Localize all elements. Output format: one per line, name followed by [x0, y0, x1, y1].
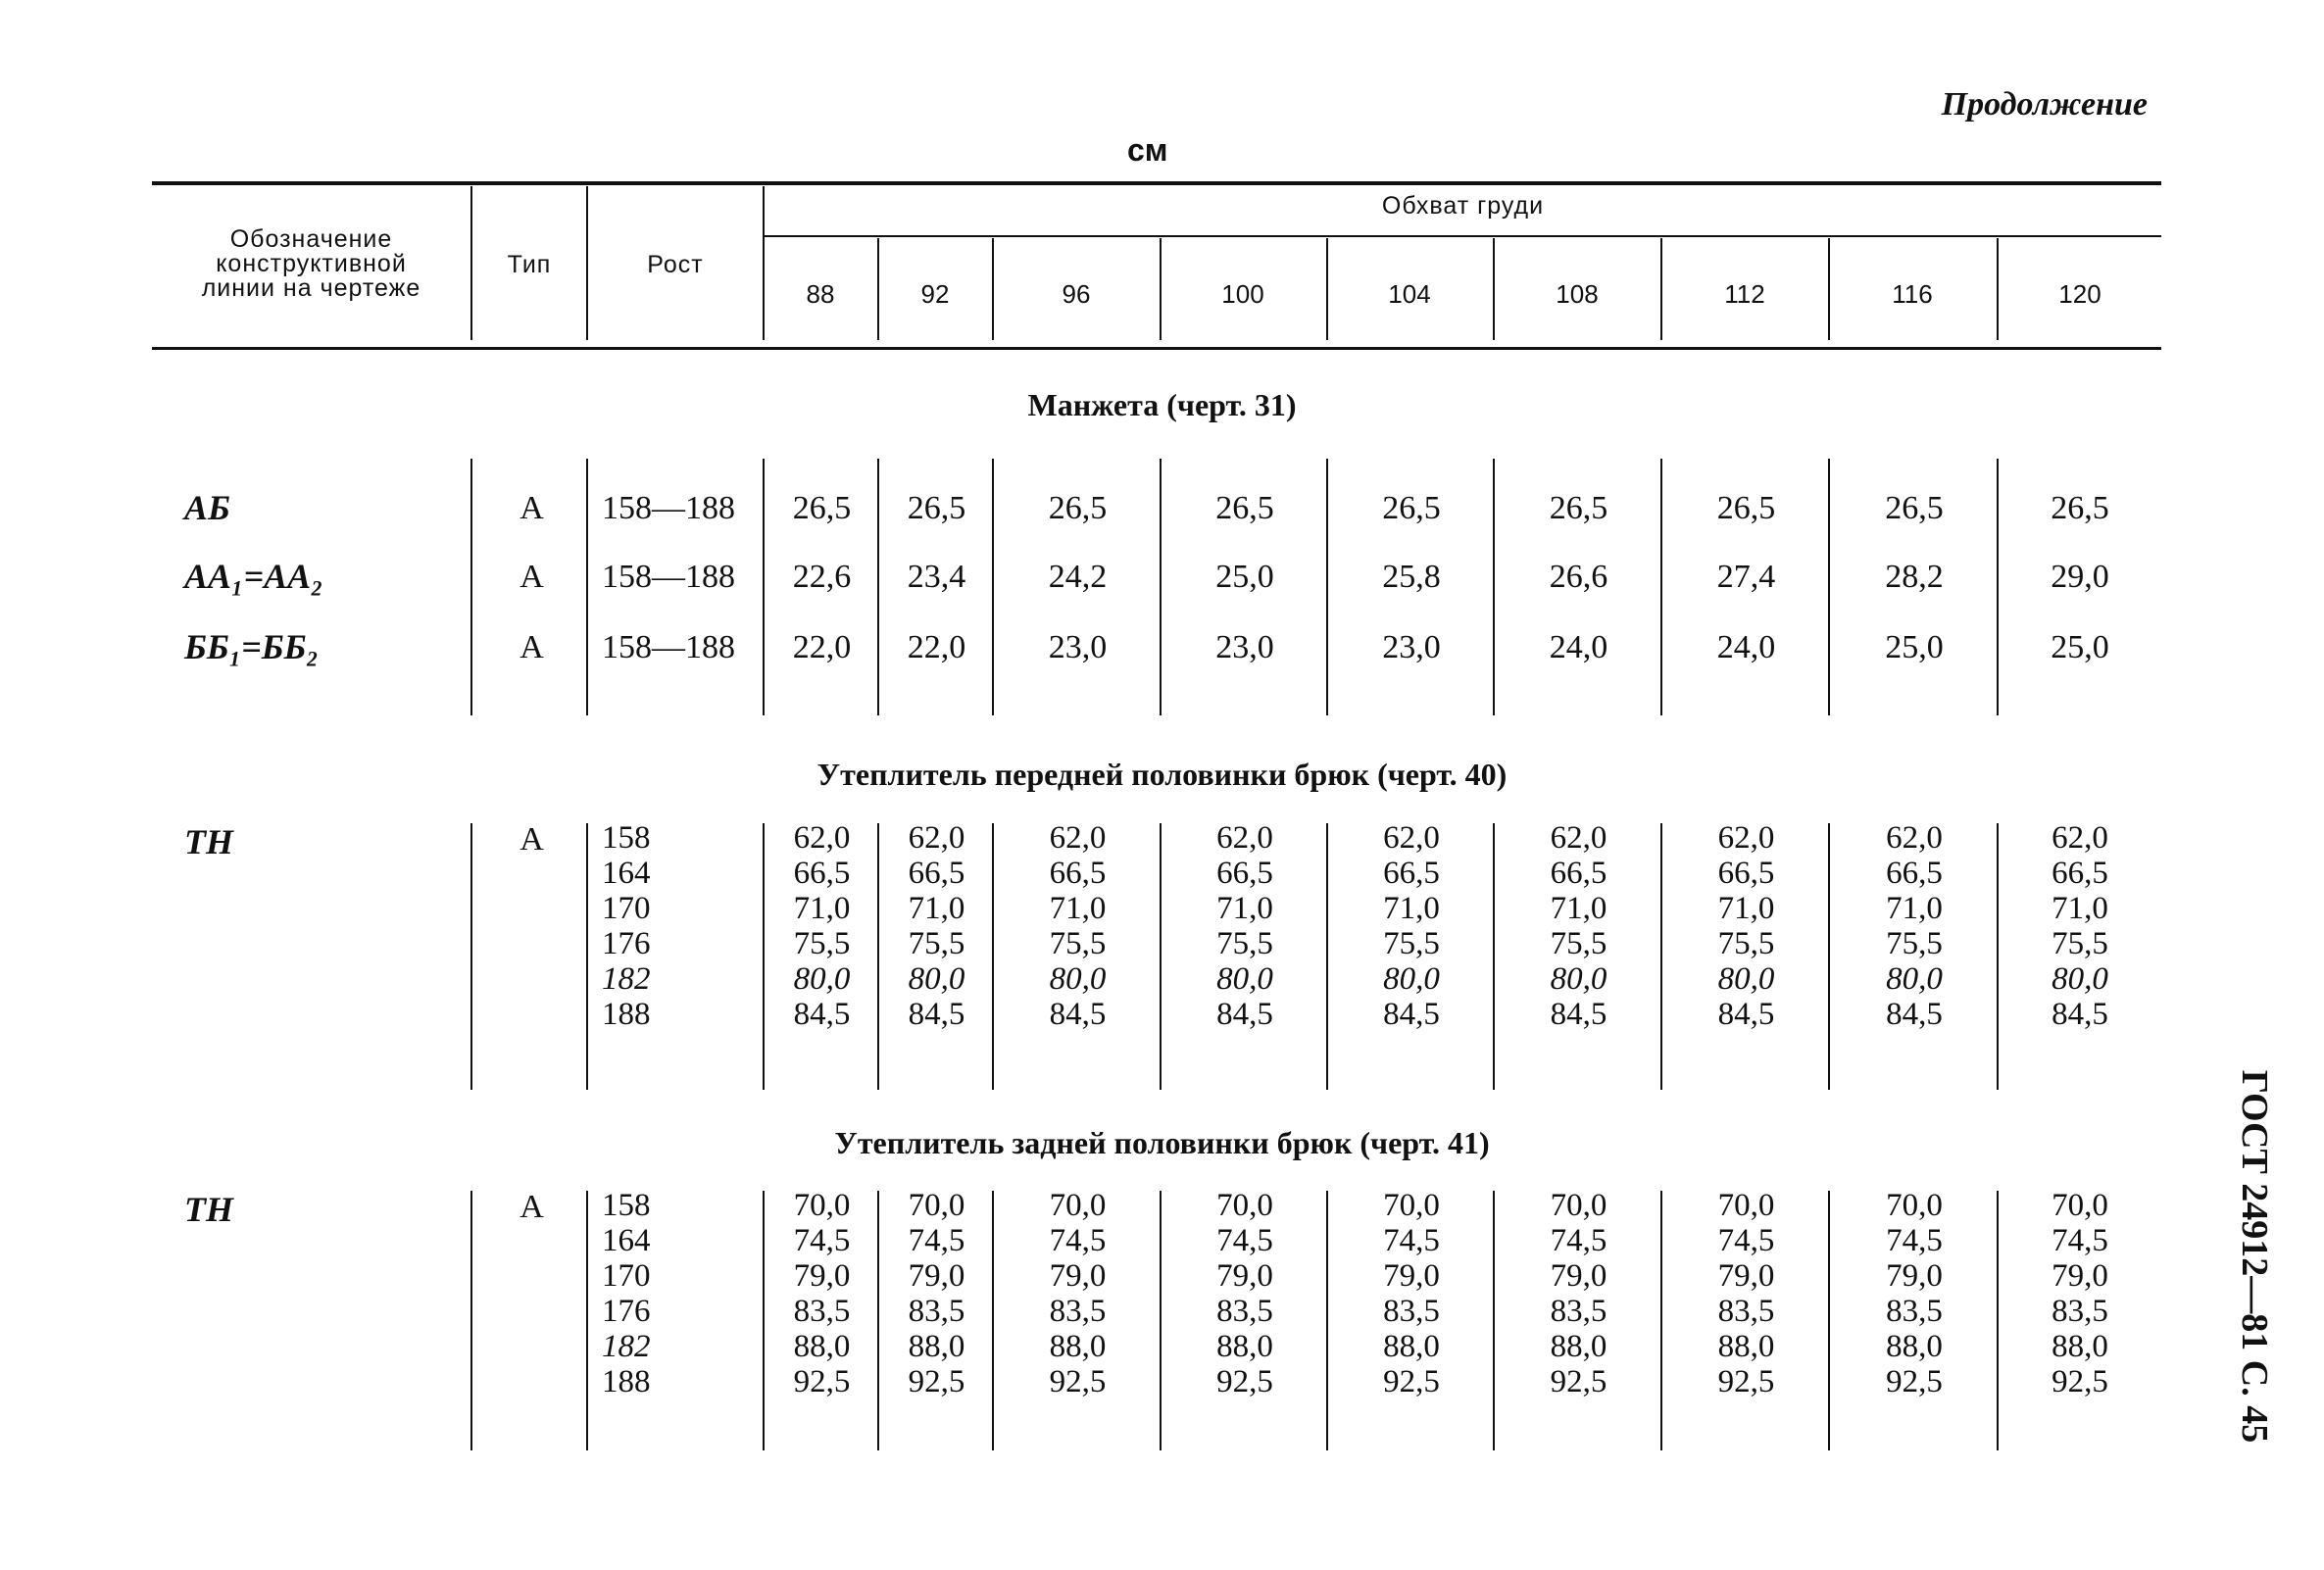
table-cell: 84,5 [1216, 997, 1273, 1032]
table-cell: 71,0 [1550, 891, 1607, 926]
table-cell: 75,5 [1383, 926, 1440, 961]
table-cell: 74,5 [1216, 1223, 1273, 1258]
table-cell: 62,0 [1550, 820, 1607, 856]
table-cell: 66,5 [2052, 856, 2108, 891]
table-cell: 25,0 [1885, 629, 1944, 665]
girth-100: 100 [1221, 279, 1264, 309]
table-cell: 70,0 [908, 1188, 965, 1223]
table-cell: 26,5 [1716, 490, 1776, 526]
row-type: А [519, 490, 544, 526]
table-cell: 66,5 [1049, 856, 1107, 891]
table-cell: 75,5 [793, 926, 851, 961]
table-cell: 66,5 [1383, 856, 1440, 891]
table-cell: 88,0 [793, 1329, 851, 1364]
table-cell: 79,0 [1216, 1258, 1273, 1294]
table-cell: 62,0 [793, 820, 851, 856]
row-height: 158—188 [602, 629, 735, 665]
table-cell: 22,0 [792, 629, 852, 665]
table-cell: 62,0 [1717, 820, 1775, 856]
table-cell: 88,0 [1216, 1329, 1273, 1364]
row-type: А [519, 629, 544, 665]
table-cell: 84,5 [793, 997, 851, 1032]
table-cell: 79,0 [2052, 1258, 2108, 1294]
table-cell: 80,0 [1886, 961, 1943, 997]
table-cell: 88,0 [1383, 1329, 1440, 1364]
table-cell: 62,0 [1383, 820, 1440, 856]
table-cell: 83,5 [1550, 1294, 1607, 1329]
table-cell: 88,0 [908, 1329, 965, 1364]
table-cell: 80,0 [1550, 961, 1607, 997]
row-type: А [519, 821, 544, 858]
table-cell: 71,0 [1049, 891, 1107, 926]
table-cell: 70,0 [1550, 1188, 1607, 1223]
table-cell: 71,0 [2052, 891, 2108, 926]
girth-116: 116 [1892, 279, 1933, 309]
table-cell: 88,0 [1886, 1329, 1943, 1364]
table-cell: 92,5 [1049, 1364, 1107, 1399]
table-cell: 80,0 [1049, 961, 1107, 997]
table-cell: 88,0 [1717, 1329, 1775, 1364]
table-cell: 62,0 [908, 820, 965, 856]
height-value: 176 [602, 926, 651, 961]
row-label: АБ [184, 488, 230, 527]
table-cell: 84,5 [2052, 997, 2108, 1032]
table-cell: 22,6 [792, 559, 852, 595]
table-cell: 92,5 [1383, 1364, 1440, 1399]
table-cell: 80,0 [1383, 961, 1440, 997]
table-cell: 92,5 [1550, 1364, 1607, 1399]
table-cell: 23,0 [1048, 629, 1108, 665]
row-label: АА₁=АА₂ [184, 557, 323, 596]
table-cell: 80,0 [1216, 961, 1273, 997]
unit-label: см [1127, 132, 1168, 168]
table-cell: 26,5 [792, 490, 852, 526]
table-cell: 27,4 [1716, 559, 1776, 595]
table-cell: 70,0 [793, 1188, 851, 1223]
girth-112: 112 [1724, 279, 1765, 309]
table-cell: 84,5 [1383, 997, 1440, 1032]
table-cell: 92,5 [1216, 1364, 1273, 1399]
table-cell: 26,5 [2051, 490, 2109, 526]
table-cell: 71,0 [908, 891, 965, 926]
table-cell: 88,0 [1049, 1329, 1107, 1364]
table-cell: 75,5 [1049, 926, 1107, 961]
table-cell: 29,0 [2051, 559, 2109, 595]
table-cell: 75,5 [908, 926, 965, 961]
gost-marginal-label [2196, 1019, 2313, 1499]
table-cell: 88,0 [1550, 1329, 1607, 1364]
height-value: 170 [602, 1258, 651, 1294]
header-sep [1997, 238, 1999, 340]
table-cell: 84,5 [1886, 997, 1943, 1032]
column-sep [586, 1191, 588, 1450]
column-sep [586, 459, 588, 715]
section-title-back-insulation: Утеплитель задней половинки брюк (черт. 41) [834, 1125, 1490, 1160]
height-value: 164 [602, 856, 651, 891]
height-value: 158 [602, 1188, 651, 1223]
table-cell: 62,0 [1886, 820, 1943, 856]
table-cell: 70,0 [1886, 1188, 1943, 1223]
header-bottom-rule [152, 347, 2161, 350]
table-cell: 80,0 [1717, 961, 1775, 997]
table-cell: 74,5 [908, 1223, 965, 1258]
table-cell: 28,2 [1885, 559, 1944, 595]
table-cell: 75,5 [1550, 926, 1607, 961]
column-sep [470, 459, 472, 715]
column-sep [470, 823, 472, 1090]
table-cell: 79,0 [793, 1258, 851, 1294]
row-label: ББ₁=ББ₂ [184, 627, 320, 666]
table-cell: 79,0 [1550, 1258, 1607, 1294]
table-cell: 62,0 [1216, 820, 1273, 856]
table-cell: 83,5 [908, 1294, 965, 1329]
table-cell: 75,5 [1216, 926, 1273, 961]
table-cell: 74,5 [1717, 1223, 1775, 1258]
table-cell: 23,0 [1215, 629, 1274, 665]
table-cell: 74,5 [1550, 1223, 1607, 1258]
header-sep [1493, 238, 1495, 340]
table-cell: 79,0 [908, 1258, 965, 1294]
header-type: Тип [507, 251, 552, 278]
table-cell: 83,5 [793, 1294, 851, 1329]
header-chest-girth: Обхват груди [1381, 192, 1545, 220]
table-cell: 71,0 [1383, 891, 1440, 926]
table-cell: 26,5 [1048, 490, 1108, 526]
table-cell: 62,0 [2052, 820, 2108, 856]
table-cell: 84,5 [908, 997, 965, 1032]
table-cell: 92,5 [1886, 1364, 1943, 1399]
table-cell: 74,5 [793, 1223, 851, 1258]
table-cell: 83,5 [1717, 1294, 1775, 1329]
column-sep [470, 1191, 472, 1450]
table-cell: 22,0 [907, 629, 966, 665]
gost-label-text: ГОСТ 24912—81 С. 45 [2234, 1069, 2275, 1444]
table-cell: 79,0 [1049, 1258, 1107, 1294]
table-cell: 70,0 [1717, 1188, 1775, 1223]
table-cell: 26,5 [1382, 490, 1441, 526]
header-height: Рост [647, 251, 704, 278]
table-cell: 26,5 [907, 490, 966, 526]
table-cell: 70,0 [1383, 1188, 1440, 1223]
table-cell: 84,5 [1717, 997, 1775, 1032]
table-cell: 84,5 [1550, 997, 1607, 1032]
table-cell: 71,0 [1886, 891, 1943, 926]
table-cell: 70,0 [1049, 1188, 1107, 1223]
table-cell: 66,5 [1717, 856, 1775, 891]
table-cell: 23,4 [907, 559, 966, 595]
table-cell: 71,0 [1717, 891, 1775, 926]
girth-120: 120 [2058, 279, 2101, 309]
table-cell: 80,0 [793, 961, 851, 997]
girth-92: 92 [920, 279, 950, 309]
table-cell: 74,5 [2052, 1223, 2108, 1258]
table-cell: 25,0 [1215, 559, 1274, 595]
height-value: 158 [602, 820, 651, 856]
table-cell: 80,0 [2052, 961, 2108, 997]
girth-88: 88 [806, 279, 835, 309]
header-sep [1660, 238, 1662, 340]
table-cell: 92,5 [908, 1364, 965, 1399]
table-cell: 75,5 [2052, 926, 2108, 961]
header-sep [1828, 238, 1830, 340]
row-label: ТН [184, 1190, 233, 1229]
height-value: 164 [602, 1223, 651, 1258]
table-cell: 83,5 [1216, 1294, 1273, 1329]
table-cell: 92,5 [2052, 1364, 2108, 1399]
table-cell: 88,0 [2052, 1329, 2108, 1364]
table-cell: 66,5 [1216, 856, 1273, 891]
row-type: А [519, 559, 544, 595]
table-cell: 24,0 [1549, 629, 1608, 665]
table-top-rule [152, 181, 2161, 185]
table-cell: 66,5 [1886, 856, 1943, 891]
table-cell: 66,5 [1550, 856, 1607, 891]
row-label: ТН [184, 822, 233, 861]
table-cell: 75,5 [1717, 926, 1775, 961]
table-cell: 83,5 [1049, 1294, 1107, 1329]
table-cell: 26,5 [1549, 490, 1608, 526]
header-sep [1326, 238, 1328, 340]
table-cell: 26,5 [1885, 490, 1944, 526]
table-cell: 25,0 [2051, 629, 2109, 665]
table-cell: 74,5 [1049, 1223, 1107, 1258]
height-value: 182 [602, 961, 651, 997]
table-cell: 70,0 [1216, 1188, 1273, 1223]
column-sep [586, 823, 588, 1090]
row-height: 158—188 [602, 559, 735, 595]
group-header-rule [765, 235, 2161, 237]
table-cell: 24,0 [1716, 629, 1776, 665]
height-value: 188 [602, 1364, 651, 1399]
table-cell: 25,8 [1382, 559, 1441, 595]
table-cell: 79,0 [1717, 1258, 1775, 1294]
continuation-label: Продолжение [1941, 86, 2148, 123]
row-height: 158—188 [602, 490, 735, 526]
table-cell: 23,0 [1382, 629, 1441, 665]
height-value: 182 [602, 1329, 651, 1364]
table-cell: 92,5 [1717, 1364, 1775, 1399]
height-value: 170 [602, 891, 651, 926]
table-cell: 71,0 [793, 891, 851, 926]
table-cell: 24,2 [1048, 559, 1108, 595]
table-cell: 80,0 [908, 961, 965, 997]
girth-108: 108 [1556, 279, 1599, 309]
table-cell: 79,0 [1886, 1258, 1943, 1294]
table-cell: 74,5 [1886, 1223, 1943, 1258]
girth-96: 96 [1062, 279, 1091, 309]
table-cell: 66,5 [908, 856, 965, 891]
table-cell: 26,5 [1215, 490, 1274, 526]
header-designation: Обозначение конструктивной линии на чертеже [201, 225, 421, 302]
table-cell: 66,5 [793, 856, 851, 891]
header-sep [1160, 238, 1162, 340]
table-cell: 83,5 [2052, 1294, 2108, 1329]
height-value: 176 [602, 1294, 651, 1329]
table-cell: 84,5 [1049, 997, 1107, 1032]
table-cell: 92,5 [793, 1364, 851, 1399]
table-cell: 74,5 [1383, 1223, 1440, 1258]
table-cell: 62,0 [1049, 820, 1107, 856]
table-cell: 71,0 [1216, 891, 1273, 926]
table-cell: 83,5 [1886, 1294, 1943, 1329]
table-cell: 70,0 [2052, 1188, 2108, 1223]
girth-104: 104 [1388, 279, 1431, 309]
height-value: 188 [602, 997, 651, 1032]
table-cell: 83,5 [1383, 1294, 1440, 1329]
section-title-cuff: Манжета (черт. 31) [1027, 387, 1297, 422]
section-title-front-insulation: Утеплитель передней половинки брюк (черт. 40) [816, 757, 1508, 792]
table-cell: 75,5 [1886, 926, 1943, 961]
row-type: А [519, 1189, 544, 1225]
table-cell: 26,6 [1549, 559, 1608, 595]
table-cell: 79,0 [1383, 1258, 1440, 1294]
